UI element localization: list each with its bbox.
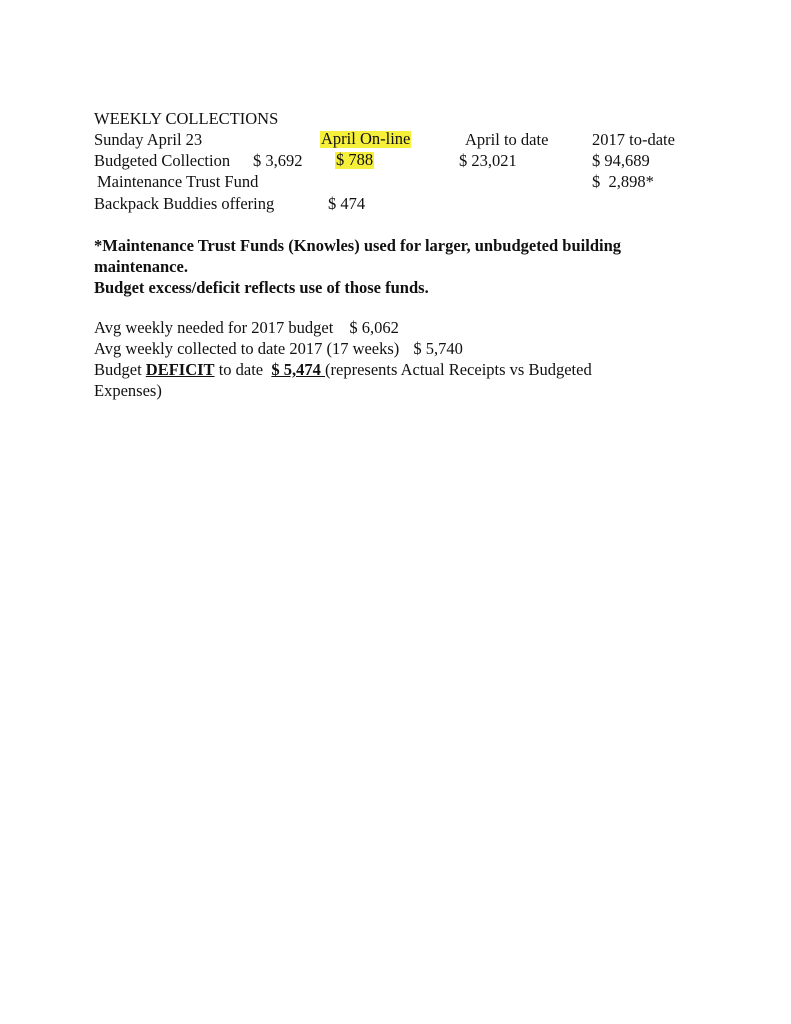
avg-weekly-needed-label: Avg weekly needed for 2017 budget bbox=[94, 318, 334, 337]
avg-weekly-collected-label: Avg weekly collected to date 2017 (17 weeks) bbox=[94, 339, 400, 358]
column-header-online: April On-line bbox=[321, 129, 411, 148]
avg-weekly-collected-row bbox=[94, 341, 463, 358]
date-label: Sunday April 23 bbox=[94, 130, 203, 149]
column-header-year-to-date: 2017 to-date bbox=[592, 130, 675, 149]
budgeted-collection-value: $ 3,692 bbox=[253, 151, 303, 170]
deficit-prefix: Budget bbox=[94, 360, 146, 379]
deficit-middle: to date bbox=[214, 360, 272, 379]
maintenance-note-line-2: maintenance. bbox=[94, 257, 188, 276]
deficit-continuation: Expenses) bbox=[94, 381, 162, 400]
page-title: WEEKLY COLLECTIONS bbox=[94, 109, 279, 128]
deficit-suffix: (represents Actual Receipts vs Budgeted bbox=[325, 360, 592, 379]
avg-weekly-needed-row bbox=[94, 320, 399, 337]
maintenance-trust-fund-value: $ 2,898* bbox=[592, 172, 654, 191]
year-to-date-value: $ 94,689 bbox=[592, 151, 650, 170]
april-to-date-value: $ 23,021 bbox=[459, 151, 517, 170]
avg-weekly-needed-value: $ 6,062 bbox=[349, 318, 399, 337]
budgeted-collection-label: Budgeted Collection bbox=[94, 151, 231, 170]
backpack-buddies-label: Backpack Buddies offering bbox=[94, 194, 275, 213]
deficit-word: DEFICIT bbox=[145, 360, 215, 379]
maintenance-trust-fund-label: Maintenance Trust Fund bbox=[97, 172, 259, 191]
avg-weekly-collected-value: $ 5,740 bbox=[413, 339, 463, 358]
budget-excess-note: Budget excess/deficit reflects use of those funds. bbox=[94, 278, 429, 297]
column-header-april-to-date: April to date bbox=[465, 130, 549, 149]
budget-deficit-row bbox=[94, 362, 592, 379]
deficit-value: $ 5,474 bbox=[271, 360, 326, 379]
maintenance-note-line-1: *Maintenance Trust Funds (Knowles) used for larger, unbudgeted building bbox=[94, 236, 622, 255]
backpack-buddies-value: $ 474 bbox=[328, 194, 366, 213]
online-collection-value: $ 788 bbox=[336, 150, 374, 169]
